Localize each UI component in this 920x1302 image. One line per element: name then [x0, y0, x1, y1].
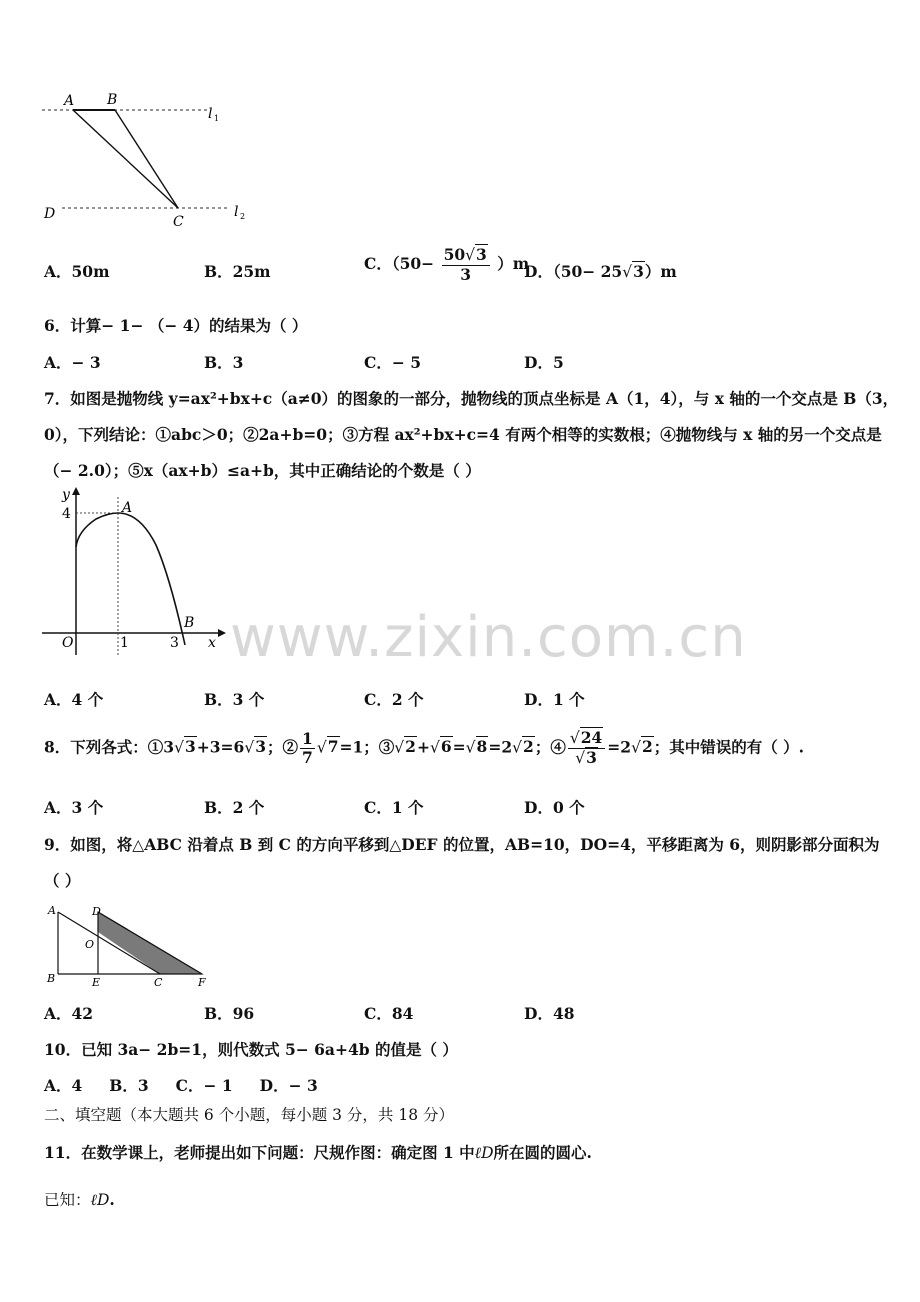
q7-option-a: A．4 个 [44, 690, 104, 709]
q5-option-c [364, 246, 529, 284]
q8-rad: 6 [440, 737, 452, 757]
q8-rad: 2 [405, 737, 416, 757]
q8-rad: 2 [523, 737, 534, 757]
graph-x-label: x [208, 635, 216, 651]
q8-fraction [300, 730, 315, 767]
watermark: www.zixin.com.cn [230, 605, 747, 670]
q10-stem: 10．已知 3a− 2b=1，则代数式 5− 6a+4b 的值是（ ） [44, 1040, 458, 1059]
q8-part: 8．下列各式：①3 [44, 737, 175, 757]
label-C: C [173, 214, 184, 230]
q8-part: =2 [488, 737, 513, 757]
q7-line-2: 0），下列结论：①abc＞0；②2a+b=0；③方程 ax²+bx+c=4 有两个相等的实数根；④抛物线与 x 轴的另一个交点是 [44, 425, 882, 444]
q8-rad: 3 [184, 737, 196, 757]
tri-label-D: D [92, 905, 101, 918]
tri-label-E: E [92, 976, 101, 989]
label-l1-sub: 1 [214, 114, 220, 123]
q5-c-suffix: ）m [497, 253, 530, 273]
q8-option-c: C．1 个 [364, 798, 424, 817]
q8-fraction-2: $\frac{√24}{√3}$ [568, 729, 605, 768]
figure-parabola-graph [40, 485, 240, 655]
q7-line-1: 7．如图是抛物线 y=ax²+bx+c（a≠0）的图象的一部分，抛物线的顶点坐标是 A（1，4），与 x 轴的一个交点是 B（3， [44, 389, 899, 408]
q6-option-c: C．− 5 [364, 353, 422, 372]
q8-part: + [416, 737, 430, 757]
q8-part: +3=6 [196, 737, 245, 757]
label-l2-sub: 2 [240, 212, 246, 221]
q8-part: ；其中错误的有（ ）. [653, 737, 805, 757]
q7-option-d: D．1 个 [524, 690, 585, 709]
q9-line-1: 9．如图，将△ABC 沿着点 B 到 C 的方向平移到△DEF 的位置，AB=10，DO=4，平移距离为 6，则阴影部分面积为 [44, 835, 880, 854]
q11-given-pre: 已知： [44, 1191, 91, 1209]
q11-given-post: . [109, 1190, 115, 1209]
q5-option-b: B．25m [204, 262, 271, 281]
q8-rad: 3 [255, 737, 266, 757]
label-D: D [44, 206, 56, 222]
graph-a-label: A [122, 500, 133, 516]
q5-d-suffix: ）m [644, 262, 677, 281]
q5-d-rad: 3 [633, 262, 644, 281]
label-l2: l [234, 204, 239, 220]
q8-frac-den: 7 [302, 747, 313, 767]
q5-option-a: A．50m [44, 262, 110, 281]
tri-label-B: B [47, 972, 56, 985]
q5-c-fraction: $\frac{50√3}{3}$ [442, 246, 490, 284]
graph-four-label: 4 [62, 506, 71, 522]
q11-arc-symbol: ℓD [474, 1144, 494, 1162]
tri-label-F: F [198, 976, 206, 989]
q6-stem: 6．计算− 1− （− 4）的结果为（ ） [44, 316, 308, 335]
q8-rad: 24 [580, 728, 603, 747]
graph-one-label: 1 [120, 635, 129, 651]
q9-option-a: A．42 [44, 1004, 94, 1023]
graph-three-label: 3 [170, 635, 179, 651]
q6-option-b: B．3 [204, 353, 244, 372]
q8-part: = [452, 737, 466, 757]
tri-label-C: C [154, 976, 163, 989]
q8-rad: 2 [641, 737, 653, 757]
q8-rad: 3 [586, 747, 597, 767]
q8-part: ；② [267, 737, 299, 757]
q8-part: =1；③ [339, 737, 395, 757]
tri-label-O: O [85, 938, 95, 951]
q6-option-a: A．− 3 [44, 353, 101, 372]
figure-translation-triangles [42, 902, 217, 992]
q11-stem [44, 1141, 592, 1163]
graph-o-label: O [62, 635, 74, 651]
q5-c-prefix: C．（50− [364, 253, 435, 273]
q5-c-num: 50 [443, 245, 466, 264]
q7-option-c: C．2 个 [364, 690, 424, 709]
q8-option-b: B．2 个 [204, 798, 265, 817]
q8-part: =2 [607, 737, 632, 757]
section-heading: 二、填空题（本大题共 6 个小题，每小题 3 分，共 18 分） [44, 1106, 455, 1124]
q8-part: ；④ [534, 737, 566, 757]
q6-option-d: D．5 [524, 353, 564, 372]
q10-options: A．4 B．3 C．− 1 D．− 3 [44, 1076, 318, 1095]
label-A: A [64, 93, 75, 109]
graph-y-label: y [62, 487, 70, 503]
q9-line-2: （ ） [44, 871, 81, 890]
label-l1: l [208, 106, 213, 122]
q8-stem: 8．下列各式：①3√3+3=6√3；② $\frac{1}{7}$ √7=1；③√2+√6=√8=2√2；④ $\frac{√24}{√3}$ =2√2；其中错误的有（ ）. [44, 728, 805, 767]
q8-option-a: A．3 个 [44, 798, 104, 817]
graph-b-label: B [184, 615, 195, 631]
q11-stem-post: 所在圆的圆心. [493, 1143, 592, 1162]
q5-c-rad: 3 [476, 245, 487, 264]
tri-label-A: A [48, 904, 56, 917]
q7-option-b: B．3 个 [204, 690, 265, 709]
q5-d-prefix: D．（50− 25 [524, 262, 623, 281]
label-B: B [107, 92, 118, 108]
figure-parallel-lines [40, 88, 270, 233]
q8-option-d: D．0 个 [524, 798, 585, 817]
q8-rad: 7 [327, 737, 339, 757]
q7-line-3: （− 2.0）；⑤x（ax+b）≤a+b，其中正确结论的个数是（ ） [44, 461, 481, 480]
q9-option-b: B．96 [204, 1004, 255, 1023]
q9-option-d: D．48 [524, 1004, 575, 1023]
q9-option-c: C．84 [364, 1004, 414, 1023]
q5-option-d: D．（50− 25√3）m [524, 262, 677, 281]
q11-given-arc: ℓD [90, 1191, 110, 1209]
q8-rad: 8 [476, 737, 488, 757]
q8-frac-num: 1 [302, 729, 313, 748]
q11-given [44, 1188, 115, 1210]
q11-stem-pre: 11．在数学课上，老师提出如下问题：尺规作图：确定图 1 中 [44, 1143, 475, 1162]
q5-c-den: 3 [460, 264, 472, 284]
